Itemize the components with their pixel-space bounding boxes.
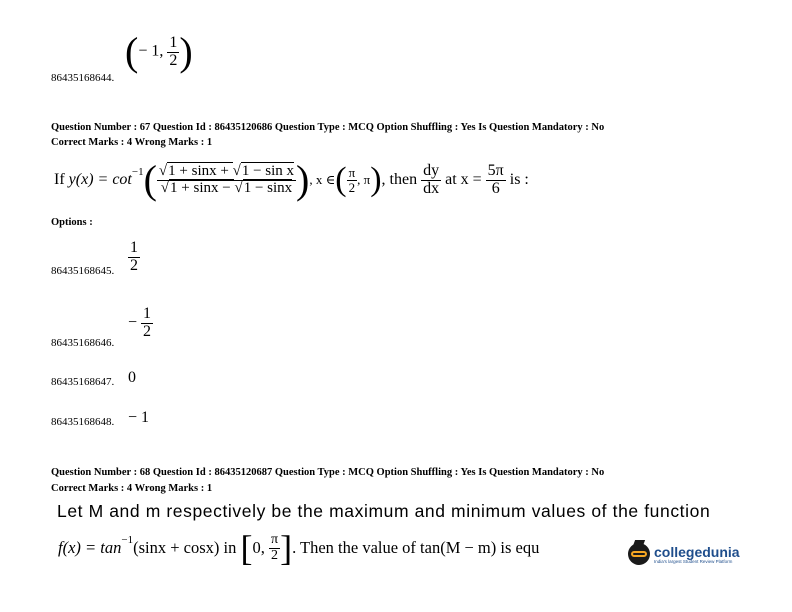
option-value: − 1 (128, 409, 150, 426)
left-bracket: [ (240, 528, 253, 568)
logo-name: collegedunia (654, 543, 740, 560)
option-id: 86435168647. (51, 376, 115, 388)
question-header: Question Number : 67 Question Id : 86435120686 Question Type : MCQ Option Shuffling : Yes Is Question Mandatory : No (51, 122, 605, 133)
option-id: 86435168645. (51, 265, 115, 277)
options-label: Options : (51, 217, 93, 228)
question-stem-line2: f(x) = tan $^{-1}$ (sinx + cosx) in [ 0, $\frac{\pi}{2}$ ] . Then the value of tan(M − m) is equ (58, 528, 540, 568)
derivative: $\frac{dy}{dx}$ (423, 161, 440, 197)
fraction: $\frac{1}{2}$ (169, 33, 178, 69)
main-fraction: $\frac{\text{√1 + sinx + √1 − sin x}}{√1 + \sin x - √1 - \sin x}$ (158, 162, 295, 196)
function-y: y(x) = cot (68, 171, 132, 188)
question-stem: If y(x) = cot $^{-1}$ ( $\frac{\text{√1 + sinx + √1 − sin x}}{√1 + \sin x - √1 - \sin x}$ ) , x ∈ ( $\frac{\pi}{2}$ , π ) , then $\frac{dy}{dx}$ at x = $\frac{5\pi}{6}$ is : (54, 157, 529, 202)
option-value: − $\frac{1}{2}$ (128, 305, 152, 340)
graduate-cap-icon (628, 543, 650, 565)
question-marks: Correct Marks : 4 Wrong Marks : 1 (51, 137, 213, 148)
question-marks: Correct Marks : 4 Wrong Marks : 1 (51, 483, 213, 494)
option-value: 0 (128, 369, 136, 386)
option-id: 86435168644. (51, 72, 115, 84)
right-paren: ) (179, 29, 193, 74)
question-stem-line1: Let M and m respectively be the maximum and minimum values of the function (57, 501, 711, 521)
option-value (125, 29, 193, 74)
logo-tagline: India's largest Student Review Platform (654, 558, 733, 564)
pi-over-two: $\frac{\pi}{2}$ (270, 531, 279, 563)
pi-over-two: $\frac{\pi}{2}$ (348, 164, 356, 195)
collegedunia-logo (628, 543, 740, 565)
five-pi-over-six: $\frac{5\pi}{6}$ (487, 161, 504, 197)
option-id: 86435168646. (51, 337, 115, 349)
option-id: 86435168648. (51, 416, 115, 428)
question-header: Question Number : 68 Question Id : 86435120687 Question Type : MCQ Option Shuffling : Yes Is Question Mandatory : No (51, 467, 605, 478)
option-minus-one: − 1, (138, 42, 164, 60)
left-paren: ( (125, 29, 139, 74)
right-bracket: ] (280, 528, 293, 568)
option-value: $\frac{1}{2}$ (130, 239, 138, 274)
